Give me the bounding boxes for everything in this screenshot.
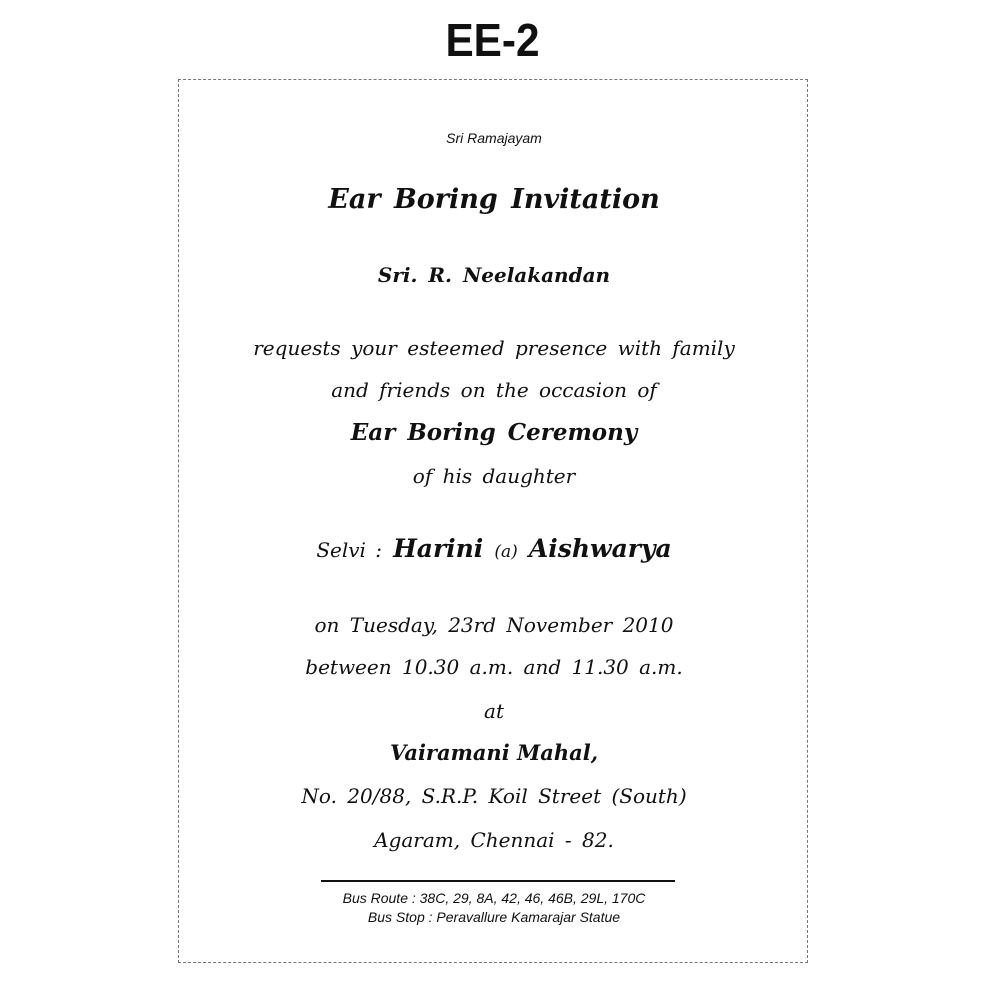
invitation-title: Ear Boring Invitation [328, 184, 660, 215]
child-first-name: Harini [393, 534, 484, 563]
design-code: EE-2 [445, 14, 540, 66]
child-name-line [179, 534, 809, 563]
request-line-1: requests your esteemed presence with family [253, 336, 735, 360]
address-line-2: Agaram, Chennai - 82. [374, 828, 614, 852]
time-line: between 10.30 a.m. and 11.30 a.m. [305, 655, 683, 679]
invitation-card [178, 79, 808, 963]
child-prefix: Selvi : [316, 538, 383, 562]
bus-route: Bus Route : 38C, 29, 8A, 42, 46, 46B, 29L, 170C [342, 890, 646, 906]
bus-stop: Bus Stop : Peravallure Kamarajar Statue [367, 909, 621, 925]
venue-name: Vairamani Mahal, [389, 740, 599, 765]
divider-rule [321, 880, 675, 882]
blessing-line: Sri Ramajayam [446, 130, 542, 146]
relation-line: of his daughter [412, 464, 576, 488]
child-second-name: Aishwarya [528, 534, 672, 563]
address-line-1: No. 20/88, S.R.P. Koil Street (South) [301, 784, 687, 808]
request-line-2: and friends on the occasion of [331, 378, 657, 402]
host-name: Sri. R. Neelakandan [377, 263, 611, 287]
date-line: on Tuesday, 23rd November 2010 [314, 613, 674, 637]
ceremony-name: Ear Boring Ceremony [350, 419, 638, 446]
child-alias: (a) [494, 542, 518, 562]
at-line: at [484, 699, 504, 723]
